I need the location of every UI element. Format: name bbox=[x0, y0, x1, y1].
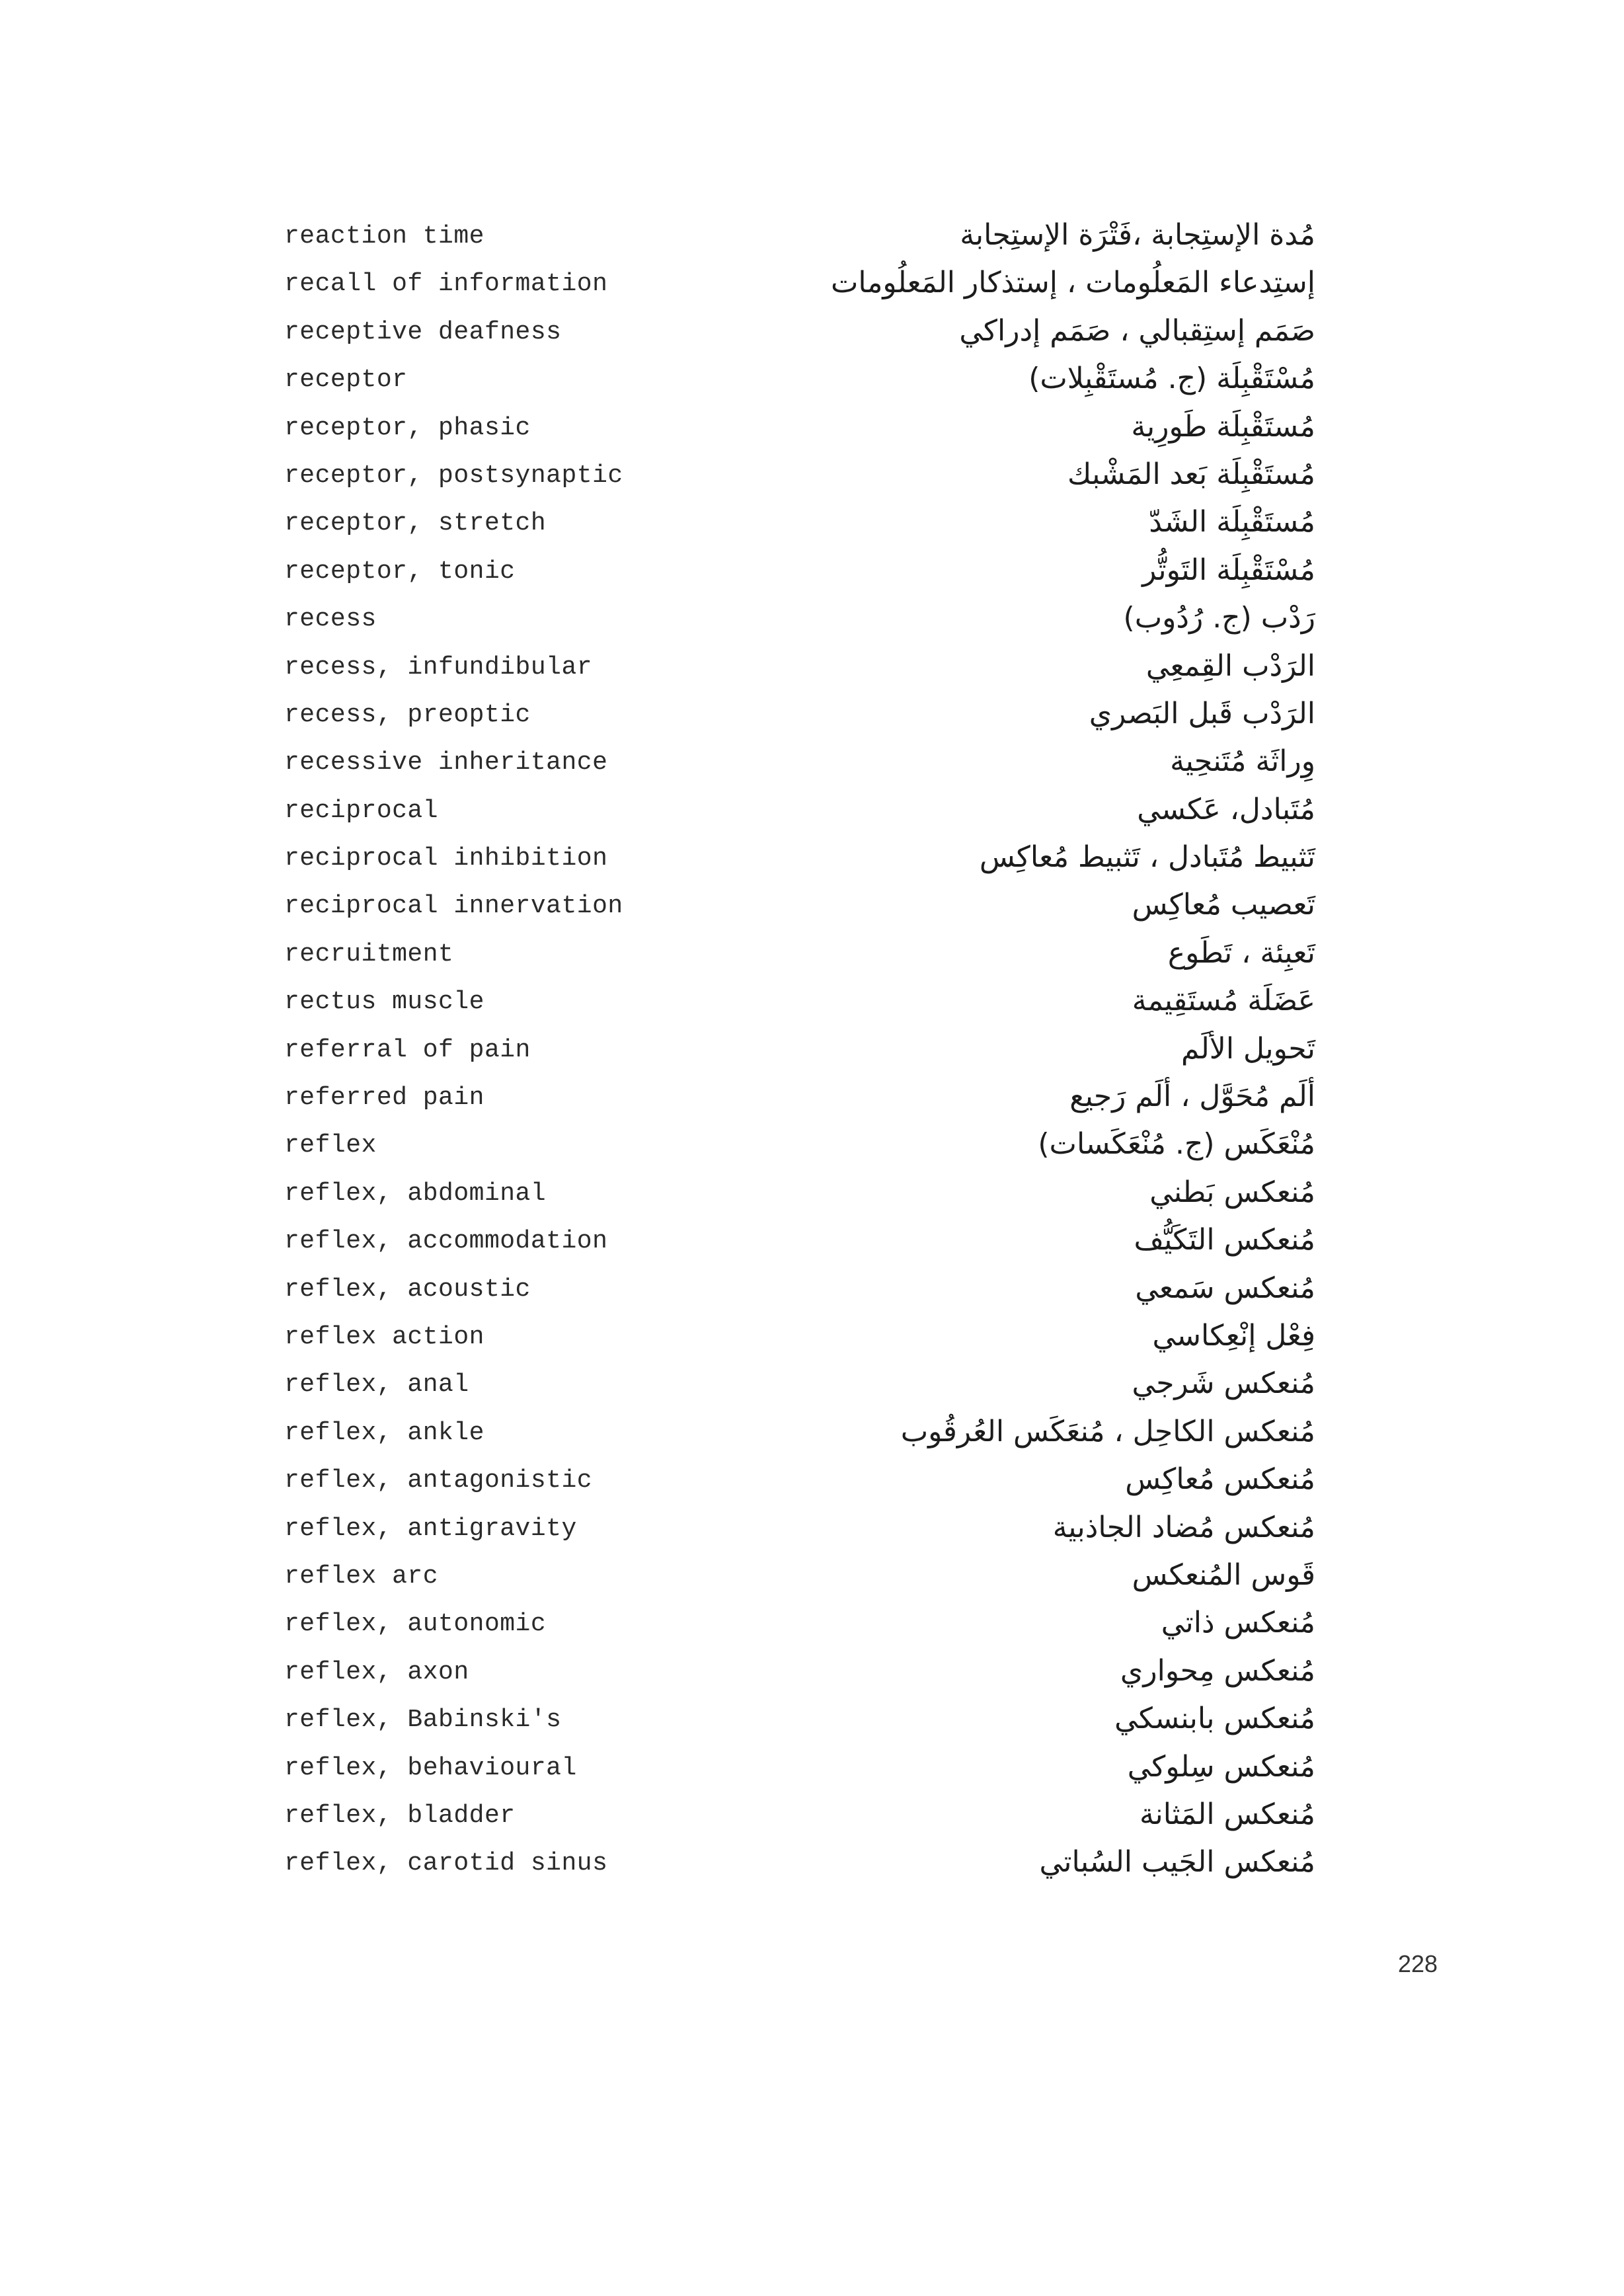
arabic-term: مُستَقْبِلَة طَورِية bbox=[1131, 409, 1315, 444]
glossary-entry bbox=[284, 1319, 1315, 1366]
english-term: reflex, autonomic bbox=[284, 1610, 547, 1639]
arabic-term: مُدة الإستِجابة ،فَتْرَة الإستِجابة bbox=[960, 218, 1315, 252]
english-term: referred pain bbox=[284, 1084, 484, 1113]
arabic-term: مُنعكس الجَيب السُباتي bbox=[1039, 1845, 1315, 1880]
glossary-entry bbox=[284, 362, 1315, 409]
arabic-term: مُنعكس التَكَيُّف bbox=[1134, 1223, 1315, 1257]
arabic-term: رَدْب (ج. رُدُوب) bbox=[1123, 601, 1315, 635]
english-term: reflex, Babinski's bbox=[284, 1706, 562, 1735]
glossary-entry bbox=[284, 1798, 1315, 1845]
glossary-entry bbox=[284, 1845, 1315, 1893]
glossary-entry bbox=[284, 1175, 1315, 1223]
glossary-entry bbox=[284, 936, 1315, 984]
glossary-entry bbox=[284, 888, 1315, 935]
glossary-entry bbox=[284, 1032, 1315, 1080]
english-term: receptor, phasic bbox=[284, 413, 531, 442]
english-term: receptor bbox=[284, 366, 408, 395]
arabic-term: صَمَم إستِقبالي ، صَمَم إدراكي bbox=[959, 313, 1315, 348]
glossary-entry bbox=[284, 984, 1315, 1031]
glossary-entry bbox=[284, 410, 1315, 457]
arabic-term: تَعصيب مُعاكِس bbox=[1132, 888, 1315, 922]
arabic-term: تَثبيط مُتَبادل ، تَثبيط مُعاكِس bbox=[979, 840, 1315, 875]
english-term: reflex action bbox=[284, 1322, 484, 1351]
glossary-entry bbox=[284, 1558, 1315, 1606]
arabic-term: وِراثَة مُتَنحِية bbox=[1170, 744, 1315, 779]
arabic-term: قَوس المُنعكس bbox=[1132, 1558, 1315, 1592]
english-term: receptor, stretch bbox=[284, 509, 547, 538]
english-term: reflex arc bbox=[284, 1562, 439, 1591]
english-term: reflex, antagonistic bbox=[284, 1466, 593, 1495]
english-term: reflex, acoustic bbox=[284, 1275, 531, 1304]
english-term: reflex, abdominal bbox=[284, 1179, 547, 1208]
glossary-entry bbox=[284, 1750, 1315, 1798]
glossary-entry bbox=[284, 1606, 1315, 1653]
arabic-term: عَضَلَة مُستَقِيمة bbox=[1132, 984, 1315, 1018]
glossary-entry bbox=[284, 218, 1315, 266]
arabic-term: مُنْعَكَس (ج. مُنْعَكَسات) bbox=[1038, 1127, 1315, 1162]
glossary-entry bbox=[284, 314, 1315, 362]
glossary-entry bbox=[284, 840, 1315, 888]
glossary-entry bbox=[284, 266, 1315, 313]
glossary-entry bbox=[284, 601, 1315, 649]
arabic-term: مُستَقْبِلَة بَعد المَشْبك bbox=[1067, 457, 1315, 491]
glossary-entry bbox=[284, 553, 1315, 601]
arabic-term: مُنعكس سَمعي bbox=[1135, 1271, 1315, 1305]
glossary-entry bbox=[284, 505, 1315, 553]
arabic-term: تَعبِئة ، تَطَوع bbox=[1167, 935, 1315, 970]
arabic-term: تَحويل الألَم bbox=[1181, 1031, 1315, 1066]
english-term: reciprocal innervation bbox=[284, 892, 623, 921]
glossary-entry bbox=[284, 649, 1315, 697]
glossary-entry bbox=[284, 1702, 1315, 1749]
glossary-entry bbox=[284, 1415, 1315, 1462]
english-term: reflex, carotid sinus bbox=[284, 1849, 608, 1878]
glossary-entry bbox=[284, 1366, 1315, 1414]
glossary-entry bbox=[284, 1462, 1315, 1510]
english-term: reflex, axon bbox=[284, 1657, 469, 1686]
glossary-entry bbox=[284, 1223, 1315, 1271]
english-term: reflex, behavioural bbox=[284, 1753, 577, 1782]
glossary-entry-list bbox=[284, 218, 1315, 1893]
arabic-term: مُنعكس بَطني bbox=[1149, 1175, 1315, 1209]
english-term: recruitment bbox=[284, 939, 454, 969]
arabic-term: الرَدْب قَبل البَصري bbox=[1089, 696, 1315, 731]
english-term: reflex, accommodation bbox=[284, 1227, 608, 1256]
arabic-term: مُنعكس ذاتي bbox=[1161, 1606, 1315, 1640]
english-term: reciprocal inhibition bbox=[284, 844, 608, 873]
arabic-term: مُنعكس الكاحِل ، مُنعَكَس العُرقُوب bbox=[900, 1414, 1315, 1448]
english-term: receptor, postsynaptic bbox=[284, 461, 623, 490]
english-term: recess, preoptic bbox=[284, 700, 531, 729]
arabic-term: مُنعكس مِحواري bbox=[1120, 1653, 1315, 1688]
arabic-term: مُنعكس بابنسكي bbox=[1114, 1702, 1315, 1736]
english-term: recess, infundibular bbox=[284, 653, 593, 682]
english-term: reflex, ankle bbox=[284, 1418, 484, 1447]
english-term: rectus muscle bbox=[284, 988, 484, 1017]
glossary-entry bbox=[284, 793, 1315, 840]
arabic-term: إستِدعاء المَعلُومات ، إستذكار المَعلُومات bbox=[830, 266, 1315, 300]
page-number: 228 bbox=[1398, 1950, 1438, 1977]
english-term: recess bbox=[284, 605, 377, 634]
arabic-term: مُنعكس شَرجي bbox=[1132, 1366, 1315, 1401]
english-term: reaction time bbox=[284, 222, 484, 251]
arabic-term: فِعْل إنْعِكاسي bbox=[1152, 1318, 1315, 1353]
english-term: reflex, bladder bbox=[284, 1801, 516, 1830]
english-term: recessive inheritance bbox=[284, 748, 608, 777]
arabic-term: مُنعكس مُضاد الجاذبية bbox=[1052, 1510, 1315, 1544]
english-term: receptive deafness bbox=[284, 317, 562, 346]
english-term: receptor, tonic bbox=[284, 557, 516, 586]
arabic-term: ألَم مُحَوَّل ، ألَم رَجيع bbox=[1069, 1080, 1315, 1114]
arabic-term: الرَدْب القِمعِي bbox=[1145, 649, 1315, 683]
arabic-term: مُنعكس سِلوكي bbox=[1127, 1749, 1315, 1784]
glossary-entry bbox=[284, 1271, 1315, 1319]
arabic-term: مُنعكس المَثانة bbox=[1139, 1797, 1315, 1831]
english-term: referral of pain bbox=[284, 1035, 531, 1064]
glossary-entry bbox=[284, 697, 1315, 744]
english-term: reflex, antigravity bbox=[284, 1514, 577, 1543]
arabic-term: مُنعكس مُعاكِس bbox=[1125, 1462, 1315, 1497]
english-term: recall of information bbox=[284, 270, 608, 299]
english-term: reciprocal bbox=[284, 796, 439, 825]
glossary-entry bbox=[284, 1511, 1315, 1558]
arabic-term: مُسْتَقْبِلَة (ج. مُستَقْبِلات) bbox=[1028, 362, 1315, 396]
glossary-entry bbox=[284, 1654, 1315, 1702]
glossary-entry bbox=[284, 1080, 1315, 1127]
glossary-entry bbox=[284, 744, 1315, 792]
arabic-term: مُسْتَقْبِلَة التَوتُّر bbox=[1142, 553, 1315, 587]
english-term: reflex bbox=[284, 1131, 377, 1160]
arabic-term: مُتَبادل، عَكسي bbox=[1137, 792, 1315, 826]
arabic-term: مُستَقْبِلَة الشَدّ bbox=[1149, 505, 1315, 539]
glossary-entry bbox=[284, 457, 1315, 505]
glossary-entry bbox=[284, 1127, 1315, 1175]
english-term: reflex, anal bbox=[284, 1370, 469, 1400]
